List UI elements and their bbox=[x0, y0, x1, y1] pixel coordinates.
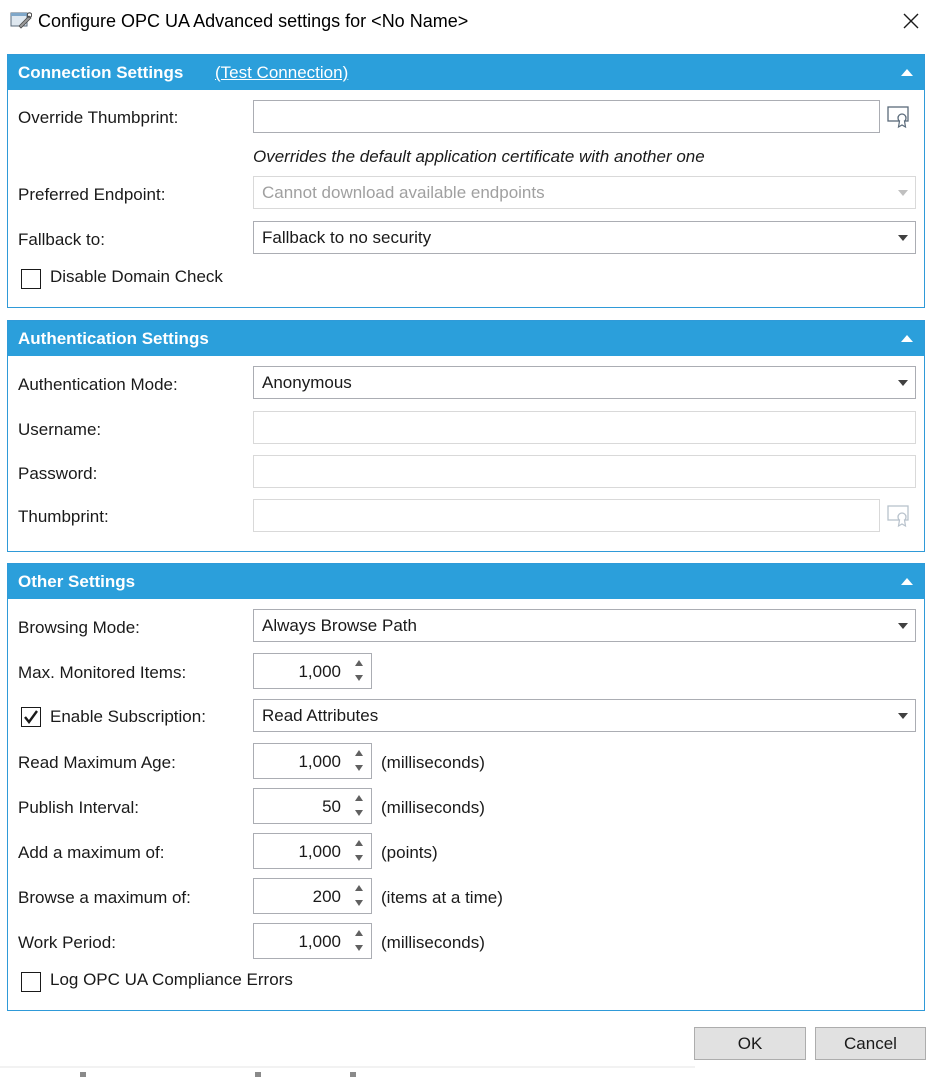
spin-down-icon[interactable] bbox=[355, 675, 363, 681]
read-maximum-age-unit: (milliseconds) bbox=[381, 753, 485, 772]
other-settings-title: Other Settings bbox=[18, 572, 136, 591]
fallback-select[interactable]: Fallback to no security bbox=[253, 221, 916, 254]
connection-settings-panel bbox=[7, 54, 925, 308]
authentication-settings-header bbox=[8, 321, 924, 356]
close-button[interactable] bbox=[895, 6, 927, 36]
add-maximum-unit: (points) bbox=[381, 843, 438, 862]
authentication-settings-title: Authentication Settings bbox=[18, 329, 209, 348]
chevron-down-icon bbox=[898, 190, 908, 196]
work-period-unit: (milliseconds) bbox=[381, 933, 485, 952]
other-settings-panel bbox=[7, 563, 925, 1011]
browsing-mode-label: Browsing Mode: bbox=[18, 618, 140, 637]
spin-down-icon[interactable] bbox=[355, 765, 363, 771]
collapse-up-icon[interactable] bbox=[900, 333, 914, 343]
enable-subscription-label[interactable]: Enable Subscription: bbox=[50, 707, 206, 726]
spin-up-icon[interactable] bbox=[355, 750, 363, 756]
certificate-icon[interactable] bbox=[886, 103, 912, 129]
password-input bbox=[253, 455, 916, 488]
disable-domain-check-label[interactable]: Disable Domain Check bbox=[50, 267, 223, 286]
other-settings-header bbox=[8, 564, 924, 599]
username-input bbox=[253, 411, 916, 444]
override-thumbprint-note: Overrides the default application certificate with another one bbox=[253, 147, 705, 166]
chevron-down-icon bbox=[898, 623, 908, 629]
spin-up-icon[interactable] bbox=[355, 930, 363, 936]
log-compliance-errors-checkbox[interactable] bbox=[21, 972, 41, 992]
spin-up-icon[interactable] bbox=[355, 660, 363, 666]
browse-maximum-stepper[interactable]: 200 bbox=[253, 878, 372, 914]
certificate-icon bbox=[886, 502, 912, 528]
cancel-button[interactable]: Cancel bbox=[815, 1027, 926, 1060]
disable-domain-check-checkbox[interactable] bbox=[21, 269, 41, 289]
chevron-down-icon bbox=[898, 713, 908, 719]
override-thumbprint-label: Override Thumbprint: bbox=[18, 108, 179, 127]
background-window-fragment bbox=[0, 1066, 937, 1077]
browsing-mode-select[interactable]: Always Browse Path bbox=[253, 609, 916, 642]
enable-subscription-checkbox[interactable] bbox=[21, 707, 41, 727]
work-period-label: Work Period: bbox=[18, 933, 116, 952]
add-maximum-label: Add a maximum of: bbox=[18, 843, 165, 862]
max-monitored-items-stepper[interactable]: 1,000 bbox=[253, 653, 372, 689]
collapse-up-icon[interactable] bbox=[900, 67, 914, 77]
preferred-endpoint-select: Cannot download available endpoints bbox=[253, 176, 916, 209]
window-title: Configure OPC UA Advanced settings for <No Name> bbox=[38, 11, 469, 31]
max-monitored-items-label: Max. Monitored Items: bbox=[18, 663, 187, 682]
connection-settings-title: Connection Settings bbox=[18, 63, 184, 82]
add-maximum-stepper[interactable]: 1,000 bbox=[253, 833, 372, 869]
override-thumbprint-input[interactable] bbox=[253, 100, 880, 133]
checkmark-icon bbox=[22, 708, 40, 726]
chevron-down-icon bbox=[898, 235, 908, 241]
preferred-endpoint-label: Preferred Endpoint: bbox=[18, 185, 166, 204]
title-bar bbox=[0, 0, 937, 44]
work-period-stepper[interactable]: 1,000 bbox=[253, 923, 372, 959]
thumbprint-input bbox=[253, 499, 880, 532]
thumbprint-label: Thumbprint: bbox=[18, 507, 109, 526]
ok-button[interactable]: OK bbox=[694, 1027, 806, 1060]
spin-down-icon[interactable] bbox=[355, 945, 363, 951]
chevron-down-icon bbox=[898, 380, 908, 386]
connection-settings-header bbox=[8, 55, 924, 90]
read-maximum-age-stepper[interactable]: 1,000 bbox=[253, 743, 372, 779]
test-connection-link[interactable]: (Test Connection) bbox=[215, 63, 349, 82]
fallback-label: Fallback to: bbox=[18, 230, 105, 249]
publish-interval-label: Publish Interval: bbox=[18, 798, 139, 817]
settings-wrench-icon bbox=[10, 10, 32, 30]
authentication-settings-panel bbox=[7, 320, 925, 552]
log-compliance-errors-label[interactable]: Log OPC UA Compliance Errors bbox=[50, 970, 293, 989]
browse-maximum-label: Browse a maximum of: bbox=[18, 888, 191, 907]
spin-down-icon[interactable] bbox=[355, 900, 363, 906]
spin-down-icon[interactable] bbox=[355, 855, 363, 861]
spin-down-icon[interactable] bbox=[355, 810, 363, 816]
authentication-mode-label: Authentication Mode: bbox=[18, 375, 178, 394]
close-icon bbox=[903, 13, 919, 29]
collapse-up-icon[interactable] bbox=[900, 576, 914, 586]
subscription-mode-select[interactable]: Read Attributes bbox=[253, 699, 916, 732]
username-label: Username: bbox=[18, 420, 102, 439]
spin-up-icon[interactable] bbox=[355, 885, 363, 891]
publish-interval-unit: (milliseconds) bbox=[381, 798, 485, 817]
authentication-mode-select[interactable]: Anonymous bbox=[253, 366, 916, 399]
read-maximum-age-label: Read Maximum Age: bbox=[18, 753, 176, 772]
browse-maximum-unit: (items at a time) bbox=[381, 888, 503, 907]
password-label: Password: bbox=[18, 464, 98, 483]
spin-up-icon[interactable] bbox=[355, 840, 363, 846]
publish-interval-stepper[interactable]: 50 bbox=[253, 788, 372, 824]
spin-up-icon[interactable] bbox=[355, 795, 363, 801]
